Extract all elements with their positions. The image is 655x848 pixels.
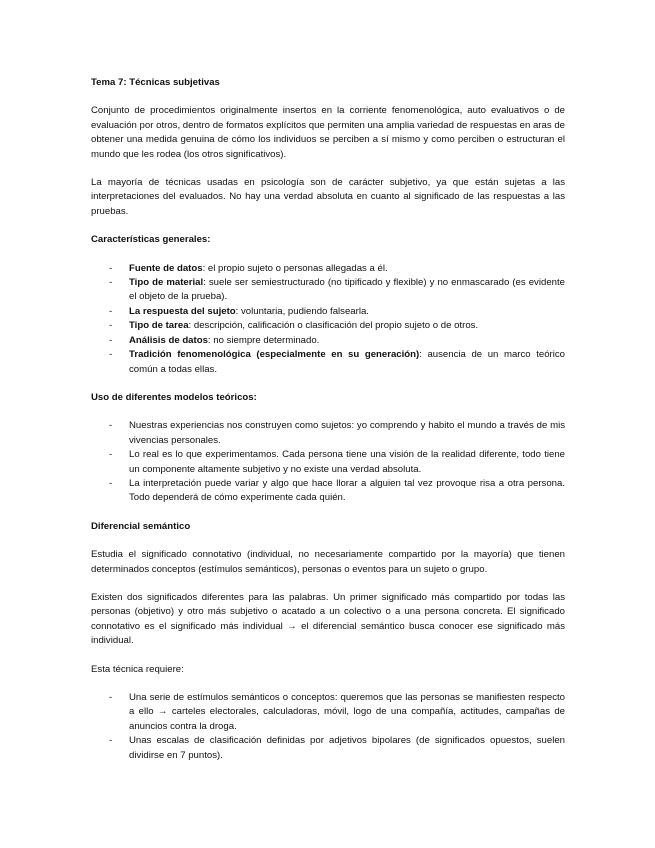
bullet-dash: - bbox=[109, 277, 113, 289]
item-text: : ausencia de un marco teórico común a todas ellas. bbox=[129, 349, 565, 375]
item-text: : voluntaria, pudiendo falsearla. bbox=[235, 305, 369, 317]
connotative-paragraph: Estudia el significado connotativo (individual, no necesariamente compartido por la mayoría) que tienen determinados conceptos (estímulos semánticos), personas o eventos para un sujeto o grupo. bbox=[91, 549, 565, 575]
document-body bbox=[91, 76, 565, 763]
list-item bbox=[91, 477, 565, 506]
bullet-dash: - bbox=[109, 349, 113, 361]
list-item bbox=[91, 734, 565, 763]
item-text: : suele ser semiestructurado (no tipificado y flexible) y no enmascarado (es evidente el objeto de la prueba). bbox=[129, 277, 565, 303]
list-item bbox=[91, 334, 565, 348]
list-item bbox=[91, 276, 565, 305]
bullet-dash: - bbox=[109, 692, 113, 703]
models-heading: Uso de diferentes modelos teóricos: bbox=[91, 391, 257, 403]
list-item bbox=[91, 348, 565, 377]
item-label: Análisis de datos bbox=[129, 334, 208, 346]
bullet-dash: - bbox=[109, 320, 113, 332]
characteristics-list bbox=[91, 262, 565, 377]
bullet-dash: - bbox=[109, 262, 113, 274]
meanings-paragraph: Existen dos significados diferentes para las palabras. Un primer significado más compartido por todas las personas (objetivo) y otro más subjetivo o acatado a un colectivo o a una persona concreta. El significado connotativo es el significado más individual → el diferencial semántico busca conocer ese significado más individual. bbox=[91, 591, 565, 647]
item-label: Fuente de datos bbox=[129, 262, 203, 274]
item-label: La respuesta del sujeto bbox=[129, 305, 236, 317]
list-item bbox=[91, 305, 565, 319]
item-text: Nuestras experiencias nos construyen como sujetos: yo comprendo y habito el mundo a través de mis vivencias personales. bbox=[129, 420, 565, 446]
bullet-dash: - bbox=[109, 449, 113, 461]
item-text: : descripción, calificación o clasificación del propio sujeto o de otros. bbox=[188, 320, 479, 332]
requires-label: Esta técnica requiere: bbox=[91, 663, 184, 675]
bullet-dash: - bbox=[109, 305, 113, 317]
characteristics-heading: Características generales: bbox=[91, 234, 211, 246]
item-text: : no siempre determinado. bbox=[207, 334, 320, 346]
list-item bbox=[91, 448, 565, 477]
requirements-list bbox=[91, 691, 565, 763]
document-title: Tema 7: Técnicas subjetivas bbox=[91, 77, 220, 88]
list-item bbox=[91, 419, 565, 448]
item-text: La interpretación puede variar y algo que hace llorar a alguien tal vez provoque risa a otra persona. Todo dependerá de cómo experimente cada quién. bbox=[129, 477, 565, 504]
item-label: Tipo de tarea bbox=[129, 320, 189, 332]
bullet-dash: - bbox=[109, 420, 113, 432]
intro-paragraph: Conjunto de procedimientos originalmente insertos en la corriente fenomenológica, auto evaluativos o de evaluación por otros, dentro de formatos explícitos que permiten una amplia variedad de respuestas en aras de obtener una medida genuina de cómo los individuos se perciben a sí mismo y como perciben o estructuran el mundo que les rodea (los otros significativos). bbox=[91, 105, 565, 160]
item-label: Tradición fenomenológica (especialmente en su generación) bbox=[129, 349, 420, 361]
item-text: Unas escalas de clasificación definidas por adjetivos bipolares (de significados opuestos, suelen dividirse en 7 puntos). bbox=[129, 735, 565, 761]
item-text: Una serie de estímulos semánticos o conceptos: queremos que las personas se manifiesten respecto a ello → carteles electorales, calculadoras, móvil, logo de una compañía, actitudes, campañas de anuncios contra la droga. bbox=[129, 692, 565, 732]
models-list bbox=[91, 419, 565, 505]
subjectivity-paragraph: La mayoría de técnicas usadas en psicología son de carácter subjetivo, ya que están sujetas a las interpretaciones del evaluados. No hay una verdad absoluta en cuanto al significado de las respuestas a las pruebas. bbox=[91, 177, 565, 217]
bullet-dash: - bbox=[109, 735, 113, 747]
item-label: Tipo de material bbox=[129, 277, 204, 289]
list-item bbox=[91, 691, 565, 734]
list-item bbox=[91, 319, 565, 333]
bullet-dash: - bbox=[109, 477, 113, 489]
item-text: Lo real es lo que experimentamos. Cada persona tiene una visión de la realidad diferente, todo tiene un componente altamente subjetivo y no existe una verdad absoluta. bbox=[129, 449, 565, 475]
semantic-differential-heading: Diferencial semántico bbox=[91, 520, 191, 532]
list-item bbox=[91, 262, 565, 276]
bullet-dash: - bbox=[109, 334, 113, 346]
item-text: : el propio sujeto o personas allegadas a él. bbox=[202, 262, 388, 274]
